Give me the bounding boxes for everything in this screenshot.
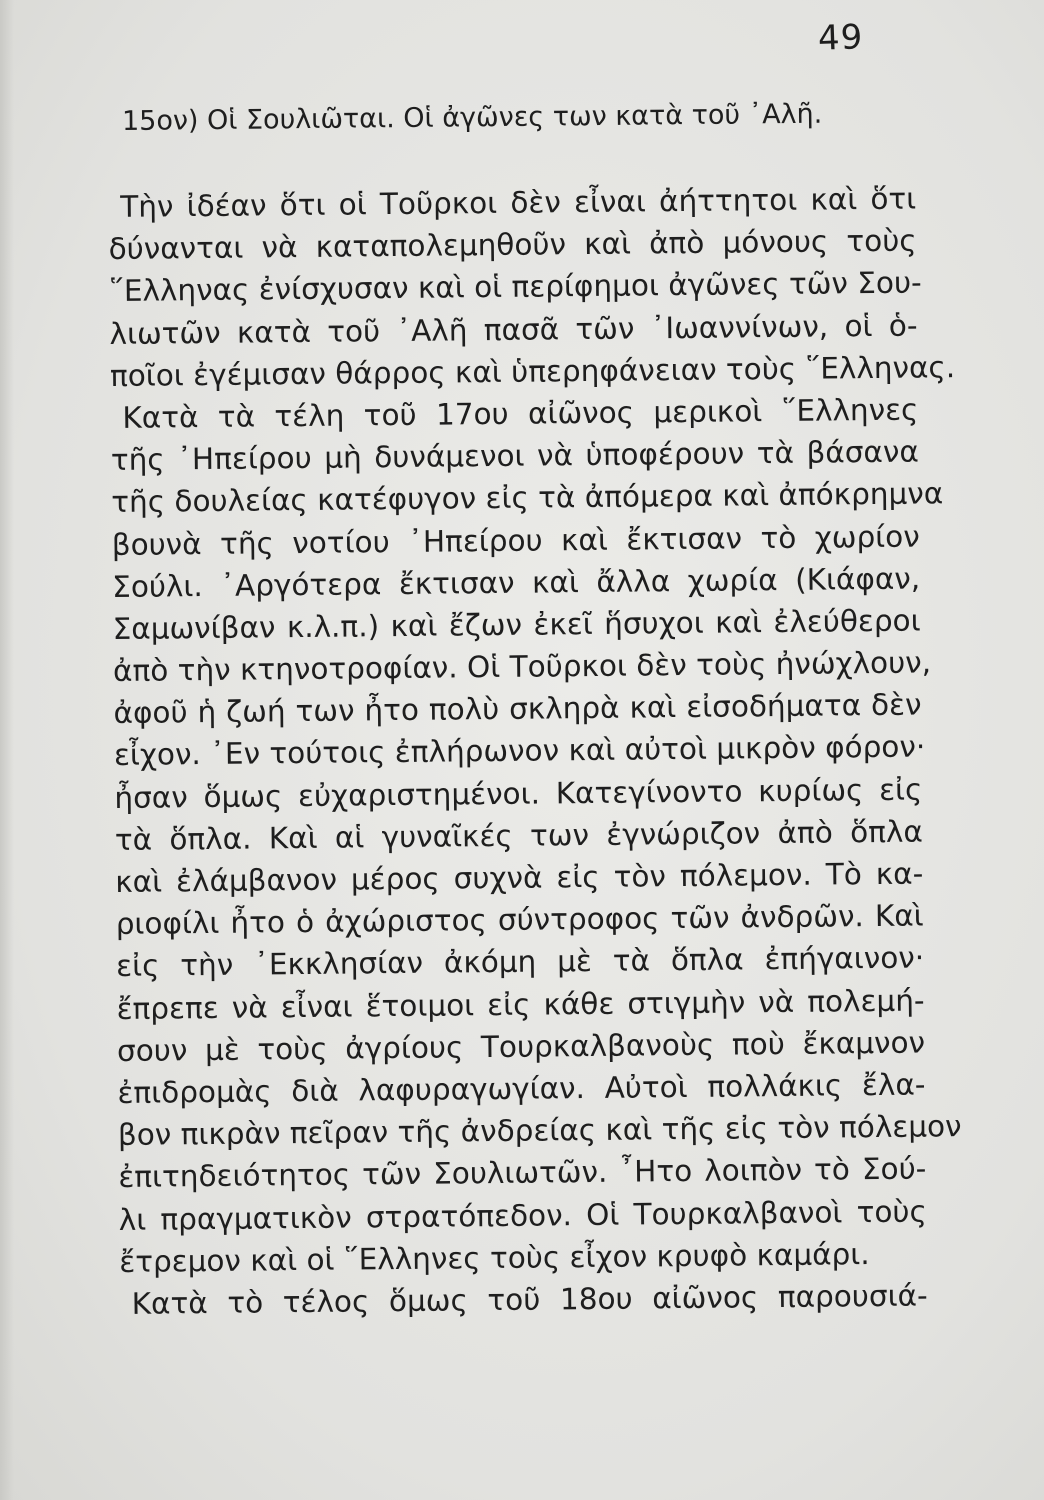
text-line: λι πραγματικὸν στρατόπεδον. Οἱ Τουρκαλβανοὶ τοὺς: [118, 1193, 927, 1237]
text-line: Σαμωνίβαν κ.λ.π.) καὶ ἔζων ἐκεῖ ἥσυχοι καὶ ἐλεύθεροι: [112, 603, 921, 646]
page-edge-shadow: [0, 0, 14, 1500]
text-line: ἐπιδρομὰς διὰ λαφυραγωγίαν. Αὐτοὶ πολλάκις ἔλα-: [117, 1067, 926, 1110]
text-line: δύνανται νὰ καταπολεμηθοῦν καὶ ἀπὸ μόνους τοὺς: [108, 223, 917, 267]
text-line: τῆς δουλείας κατέφυγον εἰς τὰ ἀπόμερα καὶ ἀπόκρημνα: [111, 476, 944, 520]
text-line: ἔπρεπε νὰ εἶναι ἕτοιμοι εἰς κάθε στιγμὴν νὰ πολεμή-: [116, 983, 925, 1026]
text-line: ἀφοῦ ἡ ζωή των ἦτο πολὺ σκληρὰ καὶ εἰσοδήματα δὲν: [113, 687, 922, 731]
text-line: βον πικρὰν πεῖραν τῆς ἀνδρείας καὶ τῆς εἰς τὸν πόλεμον: [117, 1109, 962, 1153]
text-line: εἰς τὴν ᾽Εκκλησίαν ἀκόμη μὲ τὰ ὅπλα ἐπήγαινον·: [115, 940, 925, 984]
text-line: τὰ ὅπλα. Καὶ αἱ γυναῖκές των ἐγνώριζον ἀπὸ ὅπλα: [114, 814, 923, 857]
text-line: Σούλι. ᾽Αργότερα ἔκτισαν καὶ ἄλλα χωρία (Κιάφαν,: [112, 561, 921, 604]
text-line: ἀπὸ τὴν κτηνοτροφίαν. Οἱ Τοῦρκοι δὲν τοὺς ἠνώχλουν,: [112, 645, 932, 689]
text-line: ἔτρεμον καὶ οἱ ῞Ελληνες τοὺς εἶχον κρυφὸ καμάρι.: [119, 1236, 870, 1279]
body-text: [108, 178, 962, 1325]
text-line: καὶ ἐλάμβανον μέρος συχνὰ εἰς τὸν πόλεμον. Τὸ κα-: [115, 856, 924, 899]
text-line: σουν μὲ τοὺς ἀγρίους Τουρκαλβανοὺς ποὺ ἔκαμνον: [116, 1025, 926, 1068]
text-line: Κατὰ τὰ τέλη τοῦ 17ου αἰῶνος μερικοὶ ῞Ελληνες: [122, 392, 919, 435]
text-line: ῞Ελληνας ἐνίσχυσαν καὶ οἱ περίφημοι ἀγῶνες τῶν Σου-: [108, 265, 922, 309]
text-line: ριοφίλι ἦτο ὁ ἀχώριστος σύντροφος τῶν ἀνδρῶν. Καὶ: [115, 898, 924, 942]
section-heading: 15ον) Οἱ Σουλιῶται. Οἱ ἀγῶνες των κατὰ τοῦ ᾽Αλῆ.: [121, 98, 823, 137]
text-line: βουνὰ τῆς νοτίου ᾽Ηπείρου καὶ ἔκτισαν τὸ χωρίον: [111, 519, 920, 562]
text-line: Τὴν ἰδέαν ὅτι οἱ Τοῦρκοι δὲν εἶναι ἀήττητοι καὶ ὅτι: [120, 181, 917, 224]
text-line: λιωτῶν κατὰ τοῦ ᾽Αλῆ πασᾶ τῶν ᾽Ιωαννίνων, οἱ ὁ-: [109, 308, 918, 351]
page-number: 49: [817, 17, 864, 59]
text-line: εἶχον. ᾽Εν τούτοις ἐπλήρωνον καὶ αὐτοὶ μικρὸν φόρον·: [113, 729, 926, 773]
text-line: ἐπιτηδειότητος τῶν Σουλιωτῶν. ῏Ητο λοιπὸν τὸ Σού-: [118, 1151, 927, 1195]
text-line: ἦσαν ὅμως εὐχαριστημένοι. Κατεγίνοντο κυρίως εἰς: [114, 772, 923, 815]
text-line: τῆς ᾽Ηπείρου μὴ δυνάμενοι νὰ ὑποφέρουν τὰ βάσανα: [110, 434, 920, 478]
text-line: Κατὰ τὸ τέλος ὅμως τοῦ 18ου αἰῶνος παρουσιά-: [131, 1278, 928, 1321]
text-line: ποῖοι ἐγέμισαν θάρρος καὶ ὑπερηφάνειαν τοὺς ῞Ελληνας.: [109, 349, 956, 393]
